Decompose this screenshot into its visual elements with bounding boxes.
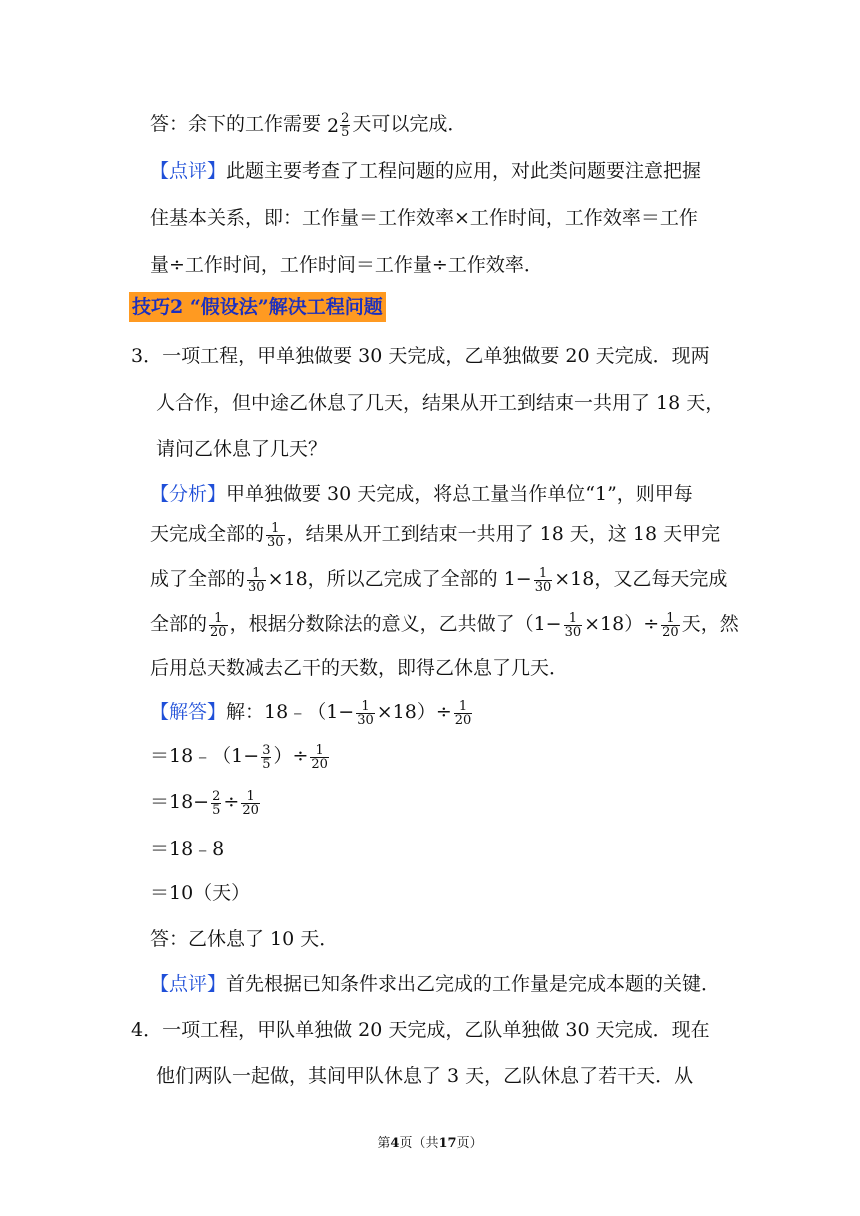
page-number: 4: [390, 1136, 400, 1151]
fraction: $\frac{2}{5}$: [341, 111, 350, 140]
solution-tag: 【解答】: [150, 701, 227, 723]
answer-suffix: 天可以完成．: [352, 113, 467, 135]
comment-1-line-3: 量÷工作时间，工作时间＝工作量÷工作效率．: [150, 254, 543, 276]
mixed-number: [327, 111, 352, 140]
skill-title-highlight: 技巧2 “假设法”解决工程问题: [129, 292, 386, 322]
solution-answer: 答：乙休息了 10 天．: [150, 928, 339, 950]
answer-line-1: [150, 110, 466, 140]
comment-1-line-1: 【点评】此题主要考查了工程问题的应用，对此类问题要注意把握: [150, 160, 702, 182]
fraction: $\frac{1}{20}$: [662, 610, 679, 640]
solution-line-3: ＝18− $\frac{2}{5}$ ÷ $\frac{1}{20}$: [150, 788, 259, 818]
analysis-line-3: 成了全部的 $\frac{1}{30}$ ×18，所以乙完成了全部的 1− $\frac{1}{30}$ ×18，又乙每天完成: [150, 565, 728, 595]
fraction: $\frac{2}{5}$: [212, 788, 221, 818]
page-total: 17: [438, 1136, 457, 1151]
fraction: $\frac{1}{20}$: [242, 788, 259, 818]
question-3-line-2: 人合作，但中途乙休息了几天，结果从开工到结束一共用了 18 天，: [156, 392, 725, 414]
question-3-line-1: 3．一项工程，甲单独做要 30 天完成，乙单独做要 20 天完成．现两: [131, 345, 710, 367]
analysis-line-2: 天完成全部的 $\frac{1}{30}$ ，结果从开工到结束一共用了 18 天，这 18 天甲完: [150, 520, 721, 550]
fraction: $\frac{1}{20}$: [311, 742, 328, 772]
comment-tag: 【点评】: [150, 973, 227, 995]
analysis-tag: 【分析】: [150, 483, 227, 505]
fraction: $\frac{1}{30}$: [267, 520, 284, 550]
comment-tag: 【点评】: [150, 160, 227, 182]
question-3-line-3: 请问乙休息了几天？: [156, 438, 328, 460]
comment-1-line-2: 住基本关系，即：工作量＝工作效率×工作时间，工作效率＝工作: [150, 207, 698, 229]
comment-2: 【点评】首先根据已知条件求出乙完成的工作量是完成本题的关键．: [150, 973, 721, 995]
solution-line-1: 【解答】解：18﹣（1− $\frac{1}{30}$ ×18）÷ $\frac{1}{20}$: [150, 698, 472, 728]
fraction: $\frac{1}{20}$: [454, 698, 472, 728]
analysis-line-4: 全部的 $\frac{1}{20}$ ，根据分数除法的意义，乙共做了（1− $\frac{1}{30}$ ×18）÷ $\frac{1}{20}$ 天，然: [150, 610, 739, 640]
fraction: $\frac{1}{30}$: [357, 698, 374, 728]
question-4-line-2: 他们两队一起做，其间甲队休息了 3 天，乙队休息了若干天．从: [156, 1065, 694, 1087]
question-4-line-1: 4．一项工程，甲队单独做 20 天完成，乙队单独做 30 天完成．现在: [131, 1019, 710, 1041]
solution-line-2: ＝18﹣（1− $\frac{3}{5}$ ）÷ $\frac{1}{20}$: [150, 742, 328, 772]
fraction: $\frac{1}{30}$: [248, 565, 265, 595]
solution-line-4: ＝18﹣8: [150, 838, 225, 860]
answer-text: 答：余下的工作需要: [150, 113, 328, 135]
fraction: $\frac{1}{30}$: [534, 565, 552, 595]
fraction: $\frac{1}{30}$: [564, 610, 582, 640]
page-footer: 第4页（共17页）: [377, 1136, 483, 1151]
analysis-line-5: 后用总天数减去乙干的天数，即得乙休息了几天．: [150, 657, 569, 679]
fraction: $\frac{1}{20}$: [210, 610, 227, 640]
analysis-line-1: 【分析】甲单独做要 30 天完成，将总工量当作单位“1”，则甲每: [150, 483, 693, 505]
solution-line-5: ＝10（天）: [150, 882, 251, 904]
fraction: $\frac{3}{5}$: [262, 742, 271, 772]
mixed-whole: 2: [327, 114, 340, 137]
